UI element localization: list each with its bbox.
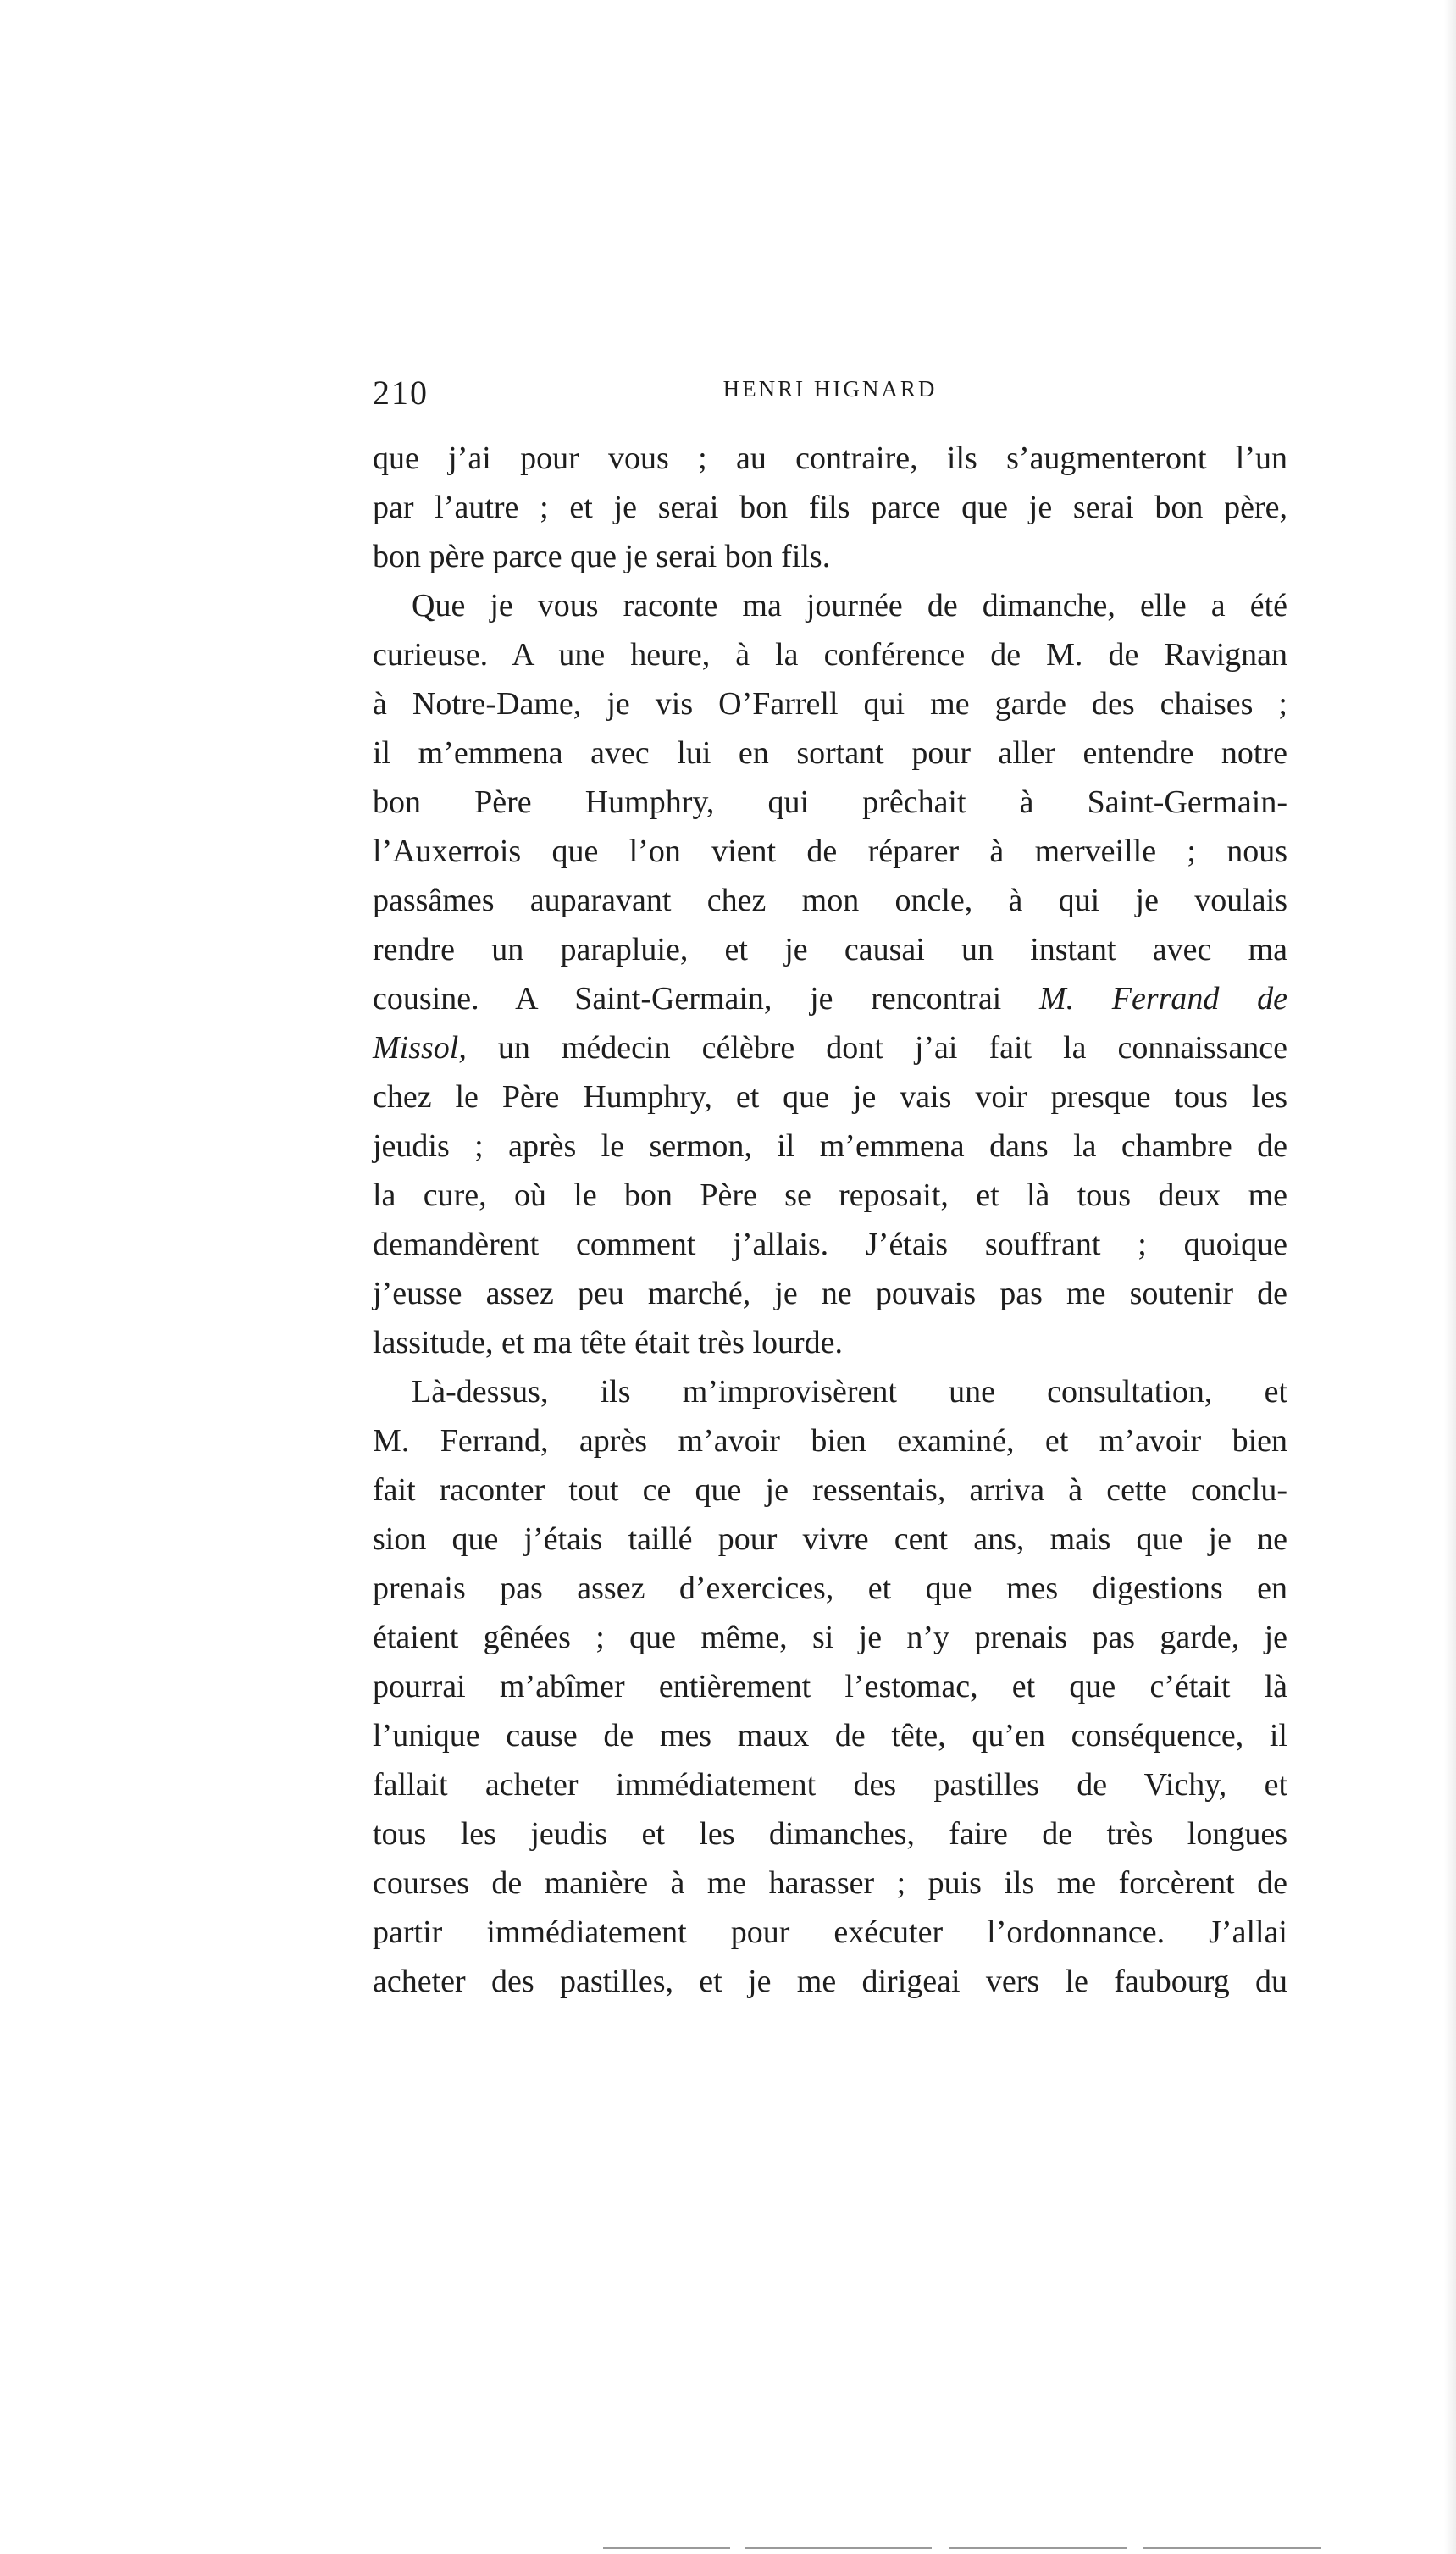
text-line: bon Père Humphry, qui prêchait à Saint-Germain-	[373, 784, 1287, 820]
text-line: à Notre-Dame, je vis O’Farrell qui me garde des chaises ;	[373, 686, 1287, 722]
text-line	[373, 974, 1287, 1023]
text-line	[373, 1023, 1287, 1072]
running-title: HENRI HIGNARD	[722, 376, 938, 402]
text-line: par l’autre ; et je serai bon fils parce que je serai bon père,	[373, 490, 1287, 525]
bottom-scan-rule	[1143, 2547, 1321, 2549]
text-line: l’unique cause de mes maux de tête, qu’en conséquence, il	[373, 1718, 1287, 1753]
text-line-end: un médecin célèbre dont j’ai fait la connaissance	[466, 1030, 1287, 1066]
text-line: tous les jeudis et les dimanches, faire de très longues	[373, 1816, 1287, 1852]
place-name-italic: Missol,	[373, 1030, 467, 1066]
page-number: 210	[373, 374, 429, 412]
text-line: fait raconter tout ce que je ressentais, arriva à cette conclu-	[373, 1472, 1287, 1508]
text-line: jeudis ; après le sermon, il m’emmena dans la chambre de	[373, 1128, 1287, 1164]
page-edge-shadow	[1444, 0, 1456, 2554]
text-line: bon père parce que je serai bon fils.	[373, 539, 831, 574]
text-line: demandèrent comment j’allais. J’étais souffrant ; quoique	[373, 1227, 1287, 1262]
text-line: Là-dessus, ils m’improvisèrent une consultation, et	[412, 1374, 1287, 1410]
paragraph-3	[373, 1367, 1287, 2006]
text-line: courses de manière à me harasser ; puis ils me forcèrent de	[373, 1865, 1287, 1901]
text-line: Que je vous raconte ma journée de dimanche, elle a été	[412, 588, 1287, 623]
paragraph-2	[373, 581, 1287, 1367]
text-line: partir immédiatement pour exécuter l’ordonnance. J’allai	[373, 1914, 1287, 1950]
text-line: curieuse. A une heure, à la conférence de M. de Ravignan	[373, 637, 1287, 673]
text-line: étaient gênées ; que même, si je n’y prenais pas garde, je	[373, 1620, 1287, 1655]
text-line: l’Auxerrois que l’on vient de réparer à merveille ; nous	[373, 834, 1287, 869]
text-line: il m’emmena avec lui en sortant pour aller entendre notre	[373, 735, 1287, 771]
text-block	[373, 373, 1287, 2006]
bottom-scan-rule	[745, 2547, 932, 2549]
text-line: lassitude, et ma tête était très lourde.	[373, 1325, 844, 1360]
person-name-italic: M. Ferrand de	[1038, 981, 1287, 1017]
text-line: acheter des pastilles, et je me dirigeai vers le faubourg du	[373, 1964, 1287, 1999]
running-head	[373, 373, 1287, 424]
text-line: que j’ai pour vous ; au contraire, ils s’augmenteront l’un	[373, 440, 1287, 476]
text-line: j’eusse assez peu marché, je ne pouvais pas me soutenir de	[373, 1276, 1287, 1311]
text-line: prenais pas assez d’exercices, et que mes digestions en	[373, 1571, 1287, 1606]
text-line: la cure, où le bon Père se reposait, et là tous deux me	[373, 1177, 1287, 1213]
bottom-scan-rule	[949, 2547, 1127, 2549]
text-line: M. Ferrand, après m’avoir bien examiné, et m’avoir bien	[373, 1423, 1287, 1459]
bottom-scan-rule	[603, 2547, 730, 2549]
text-line: fallait acheter immédiatement des pastilles de Vichy, et	[373, 1767, 1287, 1803]
text-line: pourrai m’abîmer entièrement l’estomac, et que c’était là	[373, 1669, 1287, 1704]
text-line: passâmes auparavant chez mon oncle, à qui je voulais	[373, 883, 1287, 918]
text-line: chez le Père Humphry, et que je vais voir presque tous les	[373, 1079, 1287, 1115]
paragraph-1	[373, 434, 1287, 581]
text-line-start: cousine. A Saint-Germain, je rencontrai	[373, 981, 1039, 1017]
text-line: rendre un parapluie, et je causai un instant avec ma	[373, 932, 1287, 967]
text-line: sion que j’étais taillé pour vivre cent ans, mais que je ne	[373, 1521, 1287, 1557]
